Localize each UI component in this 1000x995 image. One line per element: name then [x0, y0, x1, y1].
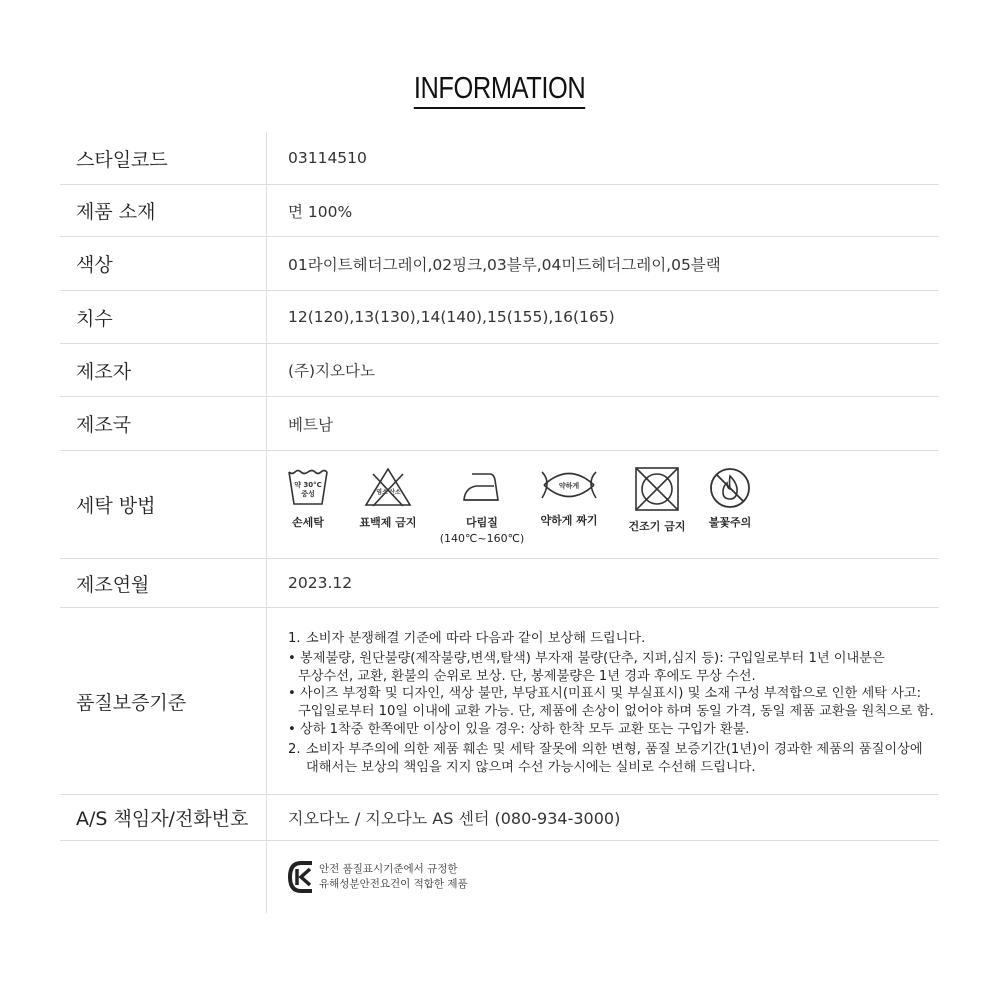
gentle-wring-icon — [538, 466, 600, 506]
kc-line-2: 유해성분안전요건이 적합한 제품 — [319, 878, 468, 890]
label-date: 제조연월 — [60, 559, 267, 607]
no-tumble-dry-icon — [634, 466, 680, 512]
value-date: 2023.12 — [288, 574, 353, 592]
care-no-bleach — [348, 466, 428, 530]
no-bleach-inner2: 산소 — [389, 489, 401, 496]
bullet-mark: • — [288, 686, 296, 702]
quality-bullet-2 — [288, 685, 921, 703]
care-hand-wash — [284, 466, 332, 530]
label-style-code: 스타일코드 — [60, 132, 267, 184]
row-style-code — [60, 132, 939, 185]
info-table — [60, 132, 939, 913]
row-material — [60, 185, 939, 237]
row-size — [60, 291, 939, 344]
row-kc — [60, 841, 939, 913]
quality-item-2-a: 소비자 부주의에 의한 제품 훼손 및 세탁 잘못에 의한 변형, 품질 보증기간(1년)이 경과한 제품의 품질이상에 — [306, 742, 923, 758]
value-size: 12(120),13(130),14(140),15(155),16(165) — [288, 308, 615, 326]
label-material: 제품 소재 — [60, 185, 267, 236]
row-washing — [60, 451, 939, 559]
label-color: 색상 — [60, 237, 267, 290]
iron-icon — [460, 466, 504, 508]
label-kc-empty — [60, 841, 267, 913]
row-maker — [60, 344, 939, 397]
quality-item-1-text: 소비자 분쟁해결 기준에 따라 다음과 같이 보상해 드립니다. — [306, 630, 646, 646]
quality-bullet-1-b: 무상수선, 교환, 환불의 순위로 보상. 단, 봉제불량은 1년 경과 후에도 무상 수선. — [298, 668, 756, 684]
title-wrap — [0, 70, 1000, 109]
label-maker: 제조자 — [60, 344, 267, 396]
no-bleach-inner1: 염소 — [376, 489, 388, 496]
quality-item-1-num: 1. — [288, 630, 301, 646]
care-label-iron: 다림질 — [466, 516, 498, 529]
care-sub-iron: (140℃~160℃) — [439, 532, 525, 545]
bullet-mark: • — [288, 721, 296, 737]
no-bleach-icon — [363, 466, 413, 508]
value-quality — [267, 608, 939, 794]
label-quality: 품질보증기준 — [60, 608, 267, 794]
quality-bullet-1 — [288, 650, 885, 668]
no-fire-icon — [708, 466, 752, 510]
row-color — [60, 237, 939, 291]
care-iron — [440, 466, 524, 545]
care-label-hand-wash: 손세탁 — [292, 516, 324, 529]
row-date — [60, 559, 939, 608]
hand-wash-inner1: 약 30°C — [294, 481, 322, 489]
kc-line-1: 안전 품질표시기준에서 규정한 — [319, 862, 458, 875]
value-kc — [267, 841, 939, 913]
bullet-mark: • — [288, 651, 296, 667]
hand-wash-inner2: 중성 — [301, 490, 315, 498]
value-washing — [267, 451, 939, 558]
value-maker: (주)지오다노 — [288, 362, 375, 380]
value-style-code: 03114510 — [288, 149, 367, 167]
quality-item-2 — [288, 741, 923, 759]
kc-logo-icon — [288, 859, 314, 895]
row-quality — [60, 608, 939, 795]
label-size: 치수 — [60, 291, 267, 343]
value-country: 베트남 — [288, 415, 333, 434]
quality-bullet-3 — [288, 721, 750, 739]
care-gentle-wring — [534, 466, 604, 528]
quality-bullet-3-text: 상하 1착중 한쪽에만 이상이 있을 경우: 상하 한착 모두 교환 또는 구입가 환불. — [300, 721, 750, 737]
quality-bullet-2-b: 구입일로부터 10일 이내에 교환 가능. 단, 제품에 손상이 없어야 하며 동일 가격, 동일 제품 교환을 원칙으로 함. — [298, 704, 934, 719]
quality-bullet-1-a: 봉제불량, 원단불량(제작불량,변색,탈색) 부자재 불량(단추, 지퍼,심지 등): 구입일로부터 1년 이내분은 — [300, 651, 885, 667]
quality-bullet-2-a: 사이즈 부정확 및 디자인, 색상 불만, 부당표시(미표시 및 부실표시) 및 소재 구성 부적합으로 인한 세탁 사고: — [300, 686, 922, 702]
quality-item-2-b: 대해서는 보상의 책임을 지지 않으며 수선 가능시에는 실비로 수선해 드립니다. — [306, 759, 756, 775]
label-washing: 세탁 방법 — [60, 451, 267, 558]
page-title: INFORMATION — [414, 70, 586, 109]
care-label-no-tumble-dry: 건조기 금지 — [628, 520, 686, 533]
quality-item-1 — [288, 630, 645, 648]
care-no-fire — [700, 466, 760, 530]
value-as: 지오다노 / 지오다노 AS 센터 (080-934-3000) — [288, 809, 621, 828]
care-icons — [284, 466, 760, 545]
care-label-gentle-wring: 약하게 짜기 — [540, 514, 598, 527]
kc-mark — [288, 859, 468, 895]
label-as: A/S 책임자/전화번호 — [60, 795, 267, 840]
quality-item-2-num: 2. — [288, 742, 301, 758]
row-country — [60, 397, 939, 451]
kc-text — [319, 862, 468, 892]
value-material: 면 100% — [288, 202, 353, 221]
label-country: 제조국 — [60, 397, 267, 450]
care-label-no-fire: 불꽃주의 — [708, 516, 752, 529]
care-label-no-bleach: 표백제 금지 — [359, 516, 417, 529]
row-as — [60, 795, 939, 841]
care-no-tumble-dry — [622, 466, 692, 534]
hand-wash-icon — [286, 466, 330, 508]
value-color: 01라이트헤더그레이,02핑크,03블루,04미드헤더그레이,05블랙 — [288, 255, 721, 274]
gentle-wring-inner1: 약하게 — [558, 482, 580, 490]
